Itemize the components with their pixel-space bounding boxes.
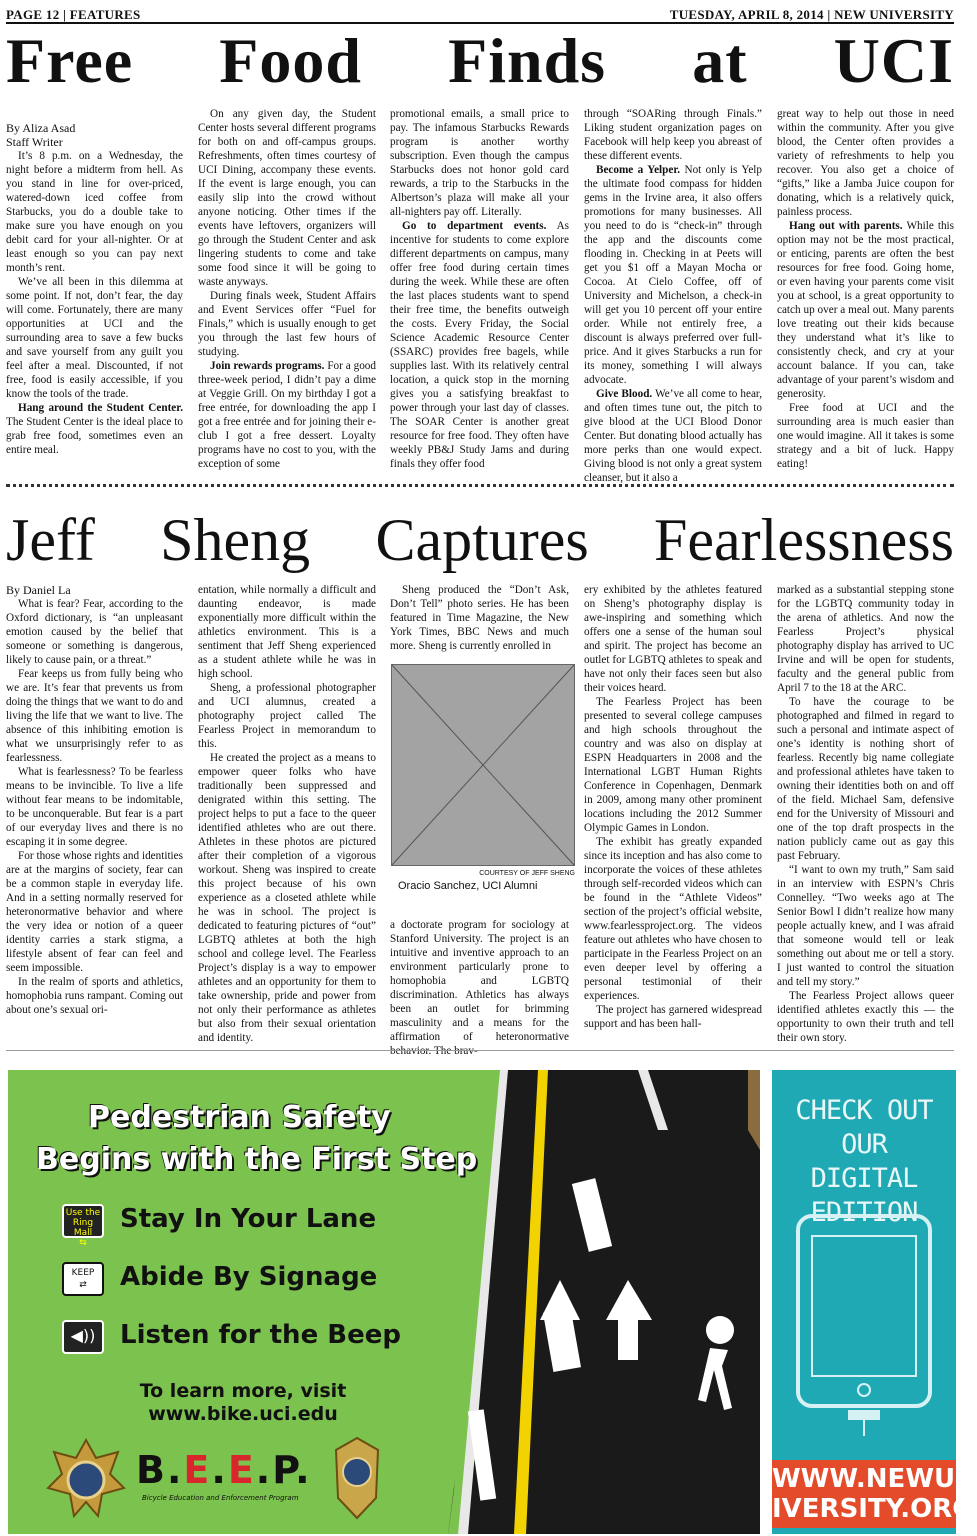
newuniversity-url[interactable]: WWW.NEWUN IVERSITY.ORG (772, 1460, 956, 1528)
photo-placeholder (391, 664, 575, 866)
paragraph: Hang around the Student Center. The Student Center is the ideal place to grab free food, sometimes even an entire meal. (6, 402, 183, 456)
paragraph: ery exhibited by the athletes featured on Sheng’s photography display is awe-inspiring and something which offers one a sense of the human soul and spirit. The project has become an outlet for LGBTQ athletes to speak and have not only their faces seen but also their voices heard. (584, 584, 762, 694)
paragraph: Become a Yelper. Not only is Yelp the ultimate food compass for hidden gems in the Irvine area, it also offers promotions for many businesses. All you need to do is “check-in” through the app and the discounts come flooding in. Checking in at Peets will get you $1 off a Mayan Mocha or Cocoa. At Cielo Coffee, off of University and Michelson, a check-in will get you 10 percent off your entire order. While not entirely free, a discount is always preferred over full-price. And it gives Starbucks a run for its money, something I will always advocate. (584, 164, 763, 386)
article1-column-3 (390, 107, 569, 473)
paragraph: through “SOARing through Finals.” Liking student organization pages on Facebook will help keep you abreast of these different events. (584, 108, 762, 162)
byline: By Daniel La (6, 583, 71, 597)
paragraph: entation, while normally a difficult and daunting endeavor, is made exponentially more difficult within the athletics environment. This is a sentiment that Jeff Sheng experienced as a student athlete while he was in high school. (198, 584, 376, 680)
article2-column-5 (777, 583, 954, 1045)
paragraph: During finals week, Student Affairs and Event Services offer “Fuel for Finals,” which is usually enough to get you through the last few hours of studying. (198, 290, 376, 358)
article2-column-4 (584, 583, 762, 1045)
paragraph: We’ve all been in this dilemma at some point. If not, don’t fear, the day will come. Fortunately, there are many opportunities at UCI and the surrounding area to save a few bucks and save yourself from any guilt you feel after a meal. Discounted, if not free, food is easily accessible, if you know the tools of the trade. (6, 276, 183, 400)
article2-column-1 (6, 583, 183, 1045)
paragraph: The exhibit has greatly expanded since its inception and has also come to incorporate the voices of these athletes through self-recorded videos which can be found in the “Athlete Videos” section of the project’s official website, www.fearlessproject.org. The videos feature out athletes who have chosen to participate in the Fearless Project on an even deeper level by offering a personal testimonial of their experiences. (584, 836, 762, 1002)
paragraph: It’s 8 p.m. on a Wednesday, the night before a midterm from hell. As you stand in line for over-priced, watered-down iced coffee from Starbucks, you do a double take to make sure you have enough on you debit card for your all-nighter. Or at least enough so you can pay next month’s rent. (6, 150, 183, 274)
article2-column-3-top (390, 583, 569, 653)
paragraph: a doctorate program for sociology at Stanford University. The project is an intuitive and inventive approach to an environment particularly prone to homophobia and LGBTQ discrimination. Athletics has always been an outlet for brimming masculinity and a means for the affirmation of heteronormative behavior. The brav- (390, 919, 569, 1057)
paragraph: Free food at UCI and the surrounding area is much easier than one would imagine. All it takes is some strategy and a bit of luck. Happy eating! (777, 402, 954, 470)
paragraph: marked as a substantial stepping stone for the LGBTQ community today in the arena of athletics. And now the Fearless Project’s physical photography display has arrived to UC Irvine and will be open for students, faculty and the general public from April 7 to the 18 at the ARC. (777, 584, 954, 694)
paragraph: great way to help out those in need within the community. After you give blood, the Center often provides a variety of refreshments to help you recover. You also get a choice of “gifts,” like a Jamba Juice coupon for donating, which is a relatively quick, painless process. (777, 108, 954, 218)
digital-edition-ad[interactable] (772, 1070, 977, 1534)
beep-subtitle: Bicycle Education and Enforcement Program (142, 1494, 299, 1502)
headline-jeff-sheng (6, 505, 954, 575)
paragraph: “I want to own my truth,” Sam said in an interview with ESPN’s Chris Connelley. “Two weeks ago at The Senior Bowl I didn’t realize how many people actually knew, and I was afraid that someone would tell or leak something out about me or tell a story. I just wanted to control the situation and tell my story.” (777, 864, 954, 988)
headline-free-food (6, 26, 954, 96)
keep-signage-icon: KEEP ⇄ (62, 1262, 104, 1296)
paragraph: Fear keeps us from fully being who we are. It’s fear that prevents us from doing the things that we want to do and living the life that we want to live. The absence of this inhibiting emotion is what we unsurprisingly refer to as fearlessness. (6, 668, 183, 764)
headline-word: Food (219, 25, 362, 96)
photo-credit: COURTESY OF JEFF SHENG (479, 870, 575, 877)
police-badge-icon (46, 1438, 126, 1518)
headline-word: at (692, 25, 748, 96)
ad-item-lane: Stay In Your Lane (120, 1204, 377, 1234)
paragraph: The Fearless Project allows queer identified athletes exactly this — the opportunity to own their truth and tell their own story. (777, 990, 954, 1044)
pedestrian-safety-ad[interactable] (8, 1070, 760, 1534)
ad-learn-more: To learn more, visit www.bike.uci.edu (139, 1380, 347, 1425)
headline-word: Finds (448, 25, 607, 96)
paragraph: On any given day, the Student Center hosts several different programs for both on and off-campus groups. Refreshments, often times courtesy of UCI Dining, accompany these events. If the event is large enough, you can easily slip into the crowd without anyone noticing. Other times if the events have leftovers, organizers will go through the Student Center and ask lingering students to come and take some food since it will be going to waste anyways. (198, 108, 376, 288)
paragraph: Sheng produced the “Don’t Ask, Don’t Tell” photo series. He has been featured in Time Magazine, the New York Times, BBC News and much more. Sheng is currently enrolled in (390, 584, 569, 652)
paragraph: What is fearlessness? To be fearless means to be invincible. To live a life without fear means to be indomitable, to be unconquerable. But fear is a part of our everyday lives and there is no escaping it in some degree. (6, 766, 183, 848)
section-divider (6, 484, 954, 492)
headline-word: Sheng (160, 507, 311, 573)
use-the-ring-mall-icon: Use the Ring Mall ⇆ (62, 1204, 104, 1238)
paragraph: Give Blood. We’ve all come to hear, and often times tune out, the pitch to give blood at the UCI Blood Donor Center. But donating blood actually has more perks than one would expect. Giving blood is not only a great system cleanser, but it also a (584, 388, 762, 484)
ad-title-line-1: Pedestrian Safety (88, 1100, 391, 1135)
beep-horn-icon: ◀)) (62, 1320, 104, 1354)
road-illustration-icon (448, 1070, 760, 1534)
ad-item-beep: Listen for the Beep (120, 1320, 401, 1350)
issue-date-label: TUESDAY, APRIL 8, 2014 | NEW UNIVERSITY (669, 7, 954, 22)
article2-column-2 (198, 583, 376, 1045)
page-header (6, 6, 954, 24)
paragraph: The project has garnered widespread support and has been hall- (584, 1004, 762, 1030)
headline-word: Fearlessness (654, 507, 954, 573)
article2-column-3-bottom (390, 918, 569, 1057)
headline-word: UCI (833, 25, 954, 96)
paragraph: What is fear? Fear, according to the Oxford dictionary, is “an unpleasant emotion caused by the belief that someone or something is dangerous, likely to cause pain, or a threat.” (6, 598, 183, 666)
paragraph: promotional emails, a small price to pay. The infamous Starbucks Rewards program is another worthy subscription. Even though the campus Starbucks does not honor gold card rewards, a trip to the Starbucks in the Albertson’s plaza will make all your all-nighters pay off. Literally. (390, 108, 569, 218)
paragraph: He created the project as a means to empower queer folks who have traditionally been suppressed and denigrated within this setting. The project helps to put a face to the queer identified athletes who are out there. Athletes in these photos are pictured after their completion of a vigorous workout. Sheng was inspired to create this project because of his own experience as a closeted athlete while he was in school. The project is dedicated to featuring pictures of “out” LGBTQ athletes at both the high school and college level. The Fearless Project’s display is a way to empower athletes and an opportunity for them to take ownership, pride and power from not only their performance as athletes but also from their sexual orientation and identity. (198, 752, 376, 1044)
beep-logo: B.E.E.P. (136, 1448, 312, 1492)
article1-column-2 (198, 107, 376, 473)
article1-column-4 (584, 107, 763, 484)
paragraph: Go to department events. As incentive for students to come explore different departments on campus, many offer free food during certain times during the week. While these are often the last places students want to spend their free time, the benefits outweigh the costs. Every Friday, the Social Science Academic Resource Center (SSARC) provides free bagels, while supplies last. With its relatively central location, a quick stop in the morning gives you a satisfying breakfast to power through your last day of classes. The SOAR Center is another great resource for free food. They often have weekly PB&J Study Jams and during finals they offer food (390, 220, 569, 470)
paragraph: Sheng, a professional photographer and UCI alumnus, created a photography project called The Fearless Project in memorandum to this. (198, 682, 376, 750)
paragraph: The Fearless Project has been presented to several college campuses and high schools throughout the country and was also on display at ESPN Headquarters in 2008 and the International LGBT Human Rights Conference in Copenhagen, Denmark in 2009, among many other prominent locations including the 2012 Summer Olympic Games in London. (584, 696, 762, 834)
ad-learn-more-link[interactable]: www.bike.uci.edu (148, 1403, 338, 1425)
digital-ad-heading: CHECK OUT OUR DIGITAL EDITION (795, 1095, 933, 1228)
photo-placeholder-icon (392, 665, 574, 865)
article1-column-1 (6, 121, 183, 473)
ad-title-line-2: Begins with the First Step (36, 1142, 478, 1177)
paragraph: In the realm of sports and athletics, homophobia runs rampant. Coming out about one’s sexual ori- (6, 976, 183, 1016)
ad-item-signage: Abide By Signage (120, 1262, 378, 1292)
paragraph: Join rewards programs. For a good three-week period, I didn’t pay a dime at Veggie Grill. On my birthday I got a free entrée, for downloading the app I got a free entrée and for joining their e-club I got a free dessert. Loyalty programs have no cost to you, with the exception of some (198, 360, 376, 470)
article1-column-5 (777, 107, 954, 473)
photo-caption: Oracio Sanchez, UCI Alumni (398, 880, 538, 892)
page-section-label: PAGE 12 | FEATURES (6, 7, 141, 22)
tablet-icon (792, 1210, 936, 1440)
paragraph: To have the courage to be photographed and filmed in regard to such a personal and intimate aspect of one’s identity is nothing short of fearless. Recently big name collegiate and professional athletes have taken to owning their identities both on and off of the field. Michael Sam, defensive end for the University of Missouri and one of the top draft prospects in the nation publicly came out as gay this past February. (777, 696, 954, 862)
headline-word: Jeff (6, 507, 95, 573)
headline-word: Captures (375, 507, 589, 573)
section-divider-ads (6, 1050, 954, 1051)
byline: By Aliza Asad Staff Writer (6, 121, 76, 149)
paragraph: For those whose rights and identities are at the margins of society, fear can be a common staple in everyday life. And in a setting normally reserved for heteronormative behavior and where the very idea or notion of a queer identity carries a stark stigma, a lifestyle absent of fear can feel and seem impossible. (6, 850, 183, 974)
paragraph: Hang out with parents. While this option may not be the most practical, or enticing, parents are often the best resources for free food. Going home, or even having your parents come visit you at school, is a great opportunity to catch up over a meal out. Many parents love treating out their kids because they understand what it’s like to consistently check, and cry at your account balance. If you can, take advantage of your parent’s wisdom and generosity. (777, 220, 955, 400)
headline-word: Free (6, 25, 134, 96)
transportation-badge-icon (332, 1436, 382, 1520)
